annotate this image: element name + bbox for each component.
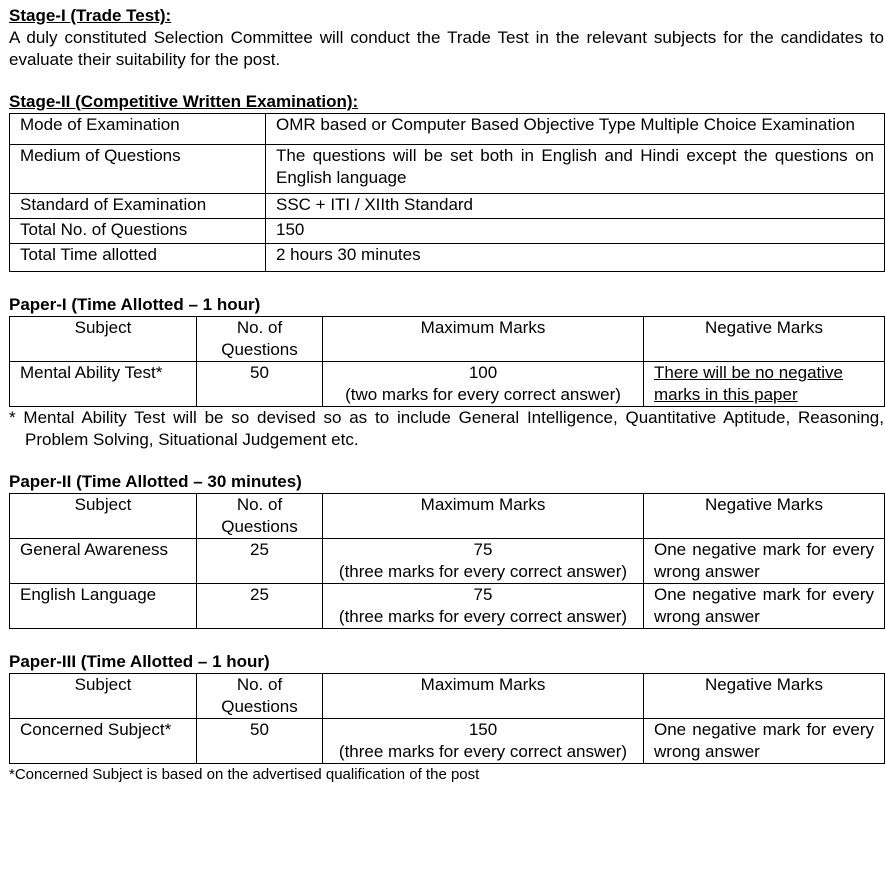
stage2-value: 2 hours 30 minutes [266, 244, 885, 272]
header-negative: Negative Marks [644, 317, 885, 362]
header-subject: Subject [10, 317, 197, 362]
marks-value: 75 [473, 540, 493, 559]
marks-value: 100 [468, 363, 498, 382]
marks-note: (three marks for every correct answer) [338, 742, 628, 761]
table-header-row [10, 674, 885, 719]
header-questions: No. of Questions [197, 494, 323, 539]
stage1-text: A duly constituted Selection Committee will conduct the Trade Test in the relevant subjects for the candidates to evaluate their suitability for the post. [9, 28, 884, 69]
stage2-value: 150 [266, 219, 885, 244]
marks-value: 75 [473, 585, 493, 604]
header-questions: No. of Questions [197, 317, 323, 362]
stage2-label: Standard of Examination [10, 194, 266, 219]
table-header-row [10, 494, 885, 539]
stage2-label: Total No. of Questions [10, 219, 266, 244]
header-negative: Negative Marks [644, 494, 885, 539]
paper3-note: *Concerned Subject is based on the advertised qualification of the post [9, 766, 480, 783]
table-row [10, 719, 885, 764]
table-header-row [10, 317, 885, 362]
cell-marks [323, 719, 644, 764]
cell-negative: There will be no negative marks in this paper [644, 362, 885, 407]
header-questions: No. of Questions [197, 674, 323, 719]
paper3-heading: Paper-III (Time Allotted – 1 hour) [9, 652, 270, 671]
marks-value: 150 [468, 720, 498, 739]
stage2-value: The questions will be set both in English and Hindi except the questions on English language [266, 145, 885, 194]
stage2-heading: Stage-II (Competitive Written Examination): [9, 92, 359, 111]
table-row [10, 244, 885, 272]
table-row [10, 539, 885, 584]
stage2-value: OMR based or Computer Based Objective Type Multiple Choice Examination [266, 114, 885, 145]
cell-negative: One negative mark for every wrong answer [644, 719, 885, 764]
cell-subject: English Language [10, 584, 197, 629]
table-row [10, 584, 885, 629]
stage2-label: Medium of Questions [10, 145, 266, 194]
table-row [10, 362, 885, 407]
marks-note: (three marks for every correct answer) [338, 562, 628, 581]
stage2-table [9, 113, 885, 272]
table-row [10, 145, 885, 194]
header-max-marks: Maximum Marks [323, 674, 644, 719]
cell-subject: Concerned Subject* [10, 719, 197, 764]
cell-negative: One negative mark for every wrong answer [644, 539, 885, 584]
paper2-heading: Paper-II (Time Allotted – 30 minutes) [9, 472, 302, 491]
table-row [10, 194, 885, 219]
header-subject: Subject [10, 494, 197, 539]
header-subject: Subject [10, 674, 197, 719]
header-max-marks: Maximum Marks [323, 494, 644, 539]
cell-marks [323, 362, 644, 407]
cell-questions: 25 [197, 584, 323, 629]
cell-questions: 50 [197, 362, 323, 407]
paper3-table [9, 673, 885, 764]
paper1-note: * Mental Ability Test will be so devised so as to include General Intelligence, Quantitative Aptitude, Reasoning, Problem Solving, Situational Judgement etc. [9, 408, 884, 449]
cell-negative: One negative mark for every wrong answer [644, 584, 885, 629]
document-page [9, 5, 884, 786]
cell-marks [323, 584, 644, 629]
table-row [10, 114, 885, 145]
cell-questions: 50 [197, 719, 323, 764]
stage2-value: SSC + ITI / XIIth Standard [266, 194, 885, 219]
stage2-label: Mode of Examination [10, 114, 266, 145]
paper1-table [9, 316, 885, 407]
marks-note: (three marks for every correct answer) [338, 607, 628, 626]
stage2-label: Total Time allotted [10, 244, 266, 272]
cell-subject: Mental Ability Test* [10, 362, 197, 407]
header-max-marks: Maximum Marks [323, 317, 644, 362]
paper1-heading: Paper-I (Time Allotted – 1 hour) [9, 295, 261, 314]
marks-note: (two marks for every correct answer) [345, 385, 621, 404]
cell-questions: 25 [197, 539, 323, 584]
paper2-table [9, 493, 885, 629]
table-row [10, 219, 885, 244]
stage1-heading: Stage-I (Trade Test): [9, 6, 172, 25]
header-negative: Negative Marks [644, 674, 885, 719]
cell-marks [323, 539, 644, 584]
cell-subject: General Awareness [10, 539, 197, 584]
